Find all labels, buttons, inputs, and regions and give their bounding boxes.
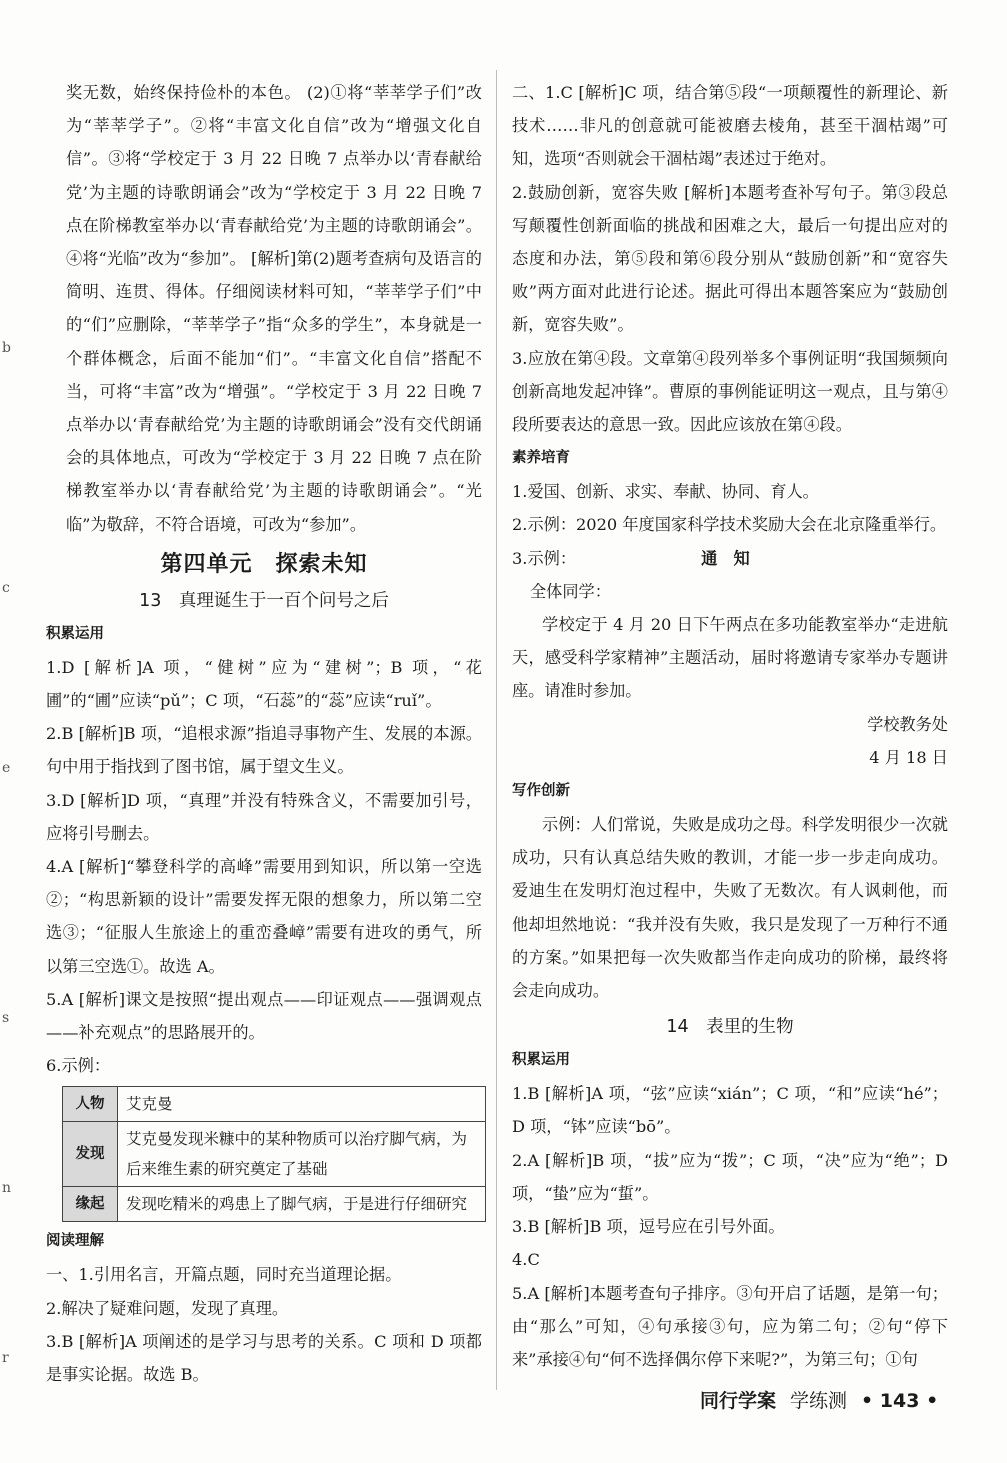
answer-item: 3.B [解析]B 项，逗号应在引号外面。: [512, 1217, 785, 1237]
footer-brand: 同行学案: [700, 1390, 777, 1412]
essay-sample: 示例：人们常说，失败是成功之母。科学发明很少一次就成功，只有认真总结失败的教训，才能一步一步走向成功。爱迪生在发明灯泡过程中，失败了无数次。有人讽刺他，而他却坦然地说：“我并没有失败，我只是发现了一万种行不通的方案。”如果把每一次失败都当作走向成功的阶梯，最终将会走向成功。: [512, 815, 948, 1001]
table-key: 发现: [63, 1122, 118, 1187]
binding-gutter: [2, 60, 16, 1400]
table-key: 人物: [63, 1087, 118, 1122]
gutter-char: s: [2, 1010, 10, 1026]
answer-item: 5.A [解析]本题考查句子排序。③句开启了话题，是第一句；由“那么”可知，④句承接③句，应为第二句；②句“停下来”承接④句“何不选择偶尔停下来呢?”，为第三句；①句: [512, 1283, 948, 1369]
gutter-char: c: [2, 580, 10, 596]
answer-item: 2.解决了疑难问题，发现了真理。: [46, 1298, 289, 1318]
table-key: 缘起: [63, 1187, 118, 1222]
answer-item: 2.B [解析]B 项，“追根求源”指追寻事物产生、发展的本源。句中用于指找到了图书馆，属于望文生义。: [46, 724, 482, 777]
notice-body: 学校定于 4 月 20 日下午两点在多功能教室举办“走进航天，感受科学家精神”主题活动，届时将邀请专家举办专题讲座。请准时参加。: [512, 615, 948, 701]
notice-heading-line: [512, 542, 948, 575]
section-label: 写作创新: [512, 783, 570, 800]
unit-title: 第四单元 探索未知: [160, 551, 368, 577]
answer-item: 3.D [解析]D 项，“真理”并没有特殊含义，不需要加引号，应将引号删去。: [46, 790, 482, 843]
table-row: [63, 1187, 486, 1222]
section-label: 积累运用: [46, 625, 104, 642]
gutter-char: b: [2, 340, 11, 356]
lesson-title: 14 表里的生物: [666, 1017, 794, 1038]
answer-item: 1.B [解析]A 项，“弦”应读“xián”；C 项，“和”应读“hé”；D 项，“钵”应读“bō”。: [512, 1084, 948, 1137]
answer-item: 2.鼓励创新，宽容失败 [解析]本题考查补写句子。第③段总写颠覆性创新面临的挑战和困难之大，最后一句提出应对的态度和办法，第⑤段和第⑥段分别从“鼓励创新”和“宽容失败”两方面对此进行论述。据此可得出本题答案应为“鼓励创新，宽容失败”。: [512, 182, 948, 335]
answer-item: 一、1.引用名言，开篇点题，同时充当道理论据。: [46, 1265, 402, 1285]
section-label: 积累运用: [512, 1052, 570, 1069]
table-value: 艾克曼发现米糠中的某种物质可以治疗脚气病，为后来维生素的研究奠定了基础: [118, 1122, 486, 1187]
answer-table: [62, 1086, 486, 1222]
section-label: 素养培育: [512, 450, 570, 467]
lesson-title: 13 真理诞生于一百个问号之后: [139, 590, 389, 611]
notice-prefix: 3.示例：: [512, 548, 577, 568]
answer-item: 1.D [解析]A 项，“健树”应为“建树”；B 项，“花圃”的“圃”应读“pǔ”；C 项，“石蕊”的“蕊”应读“ruǐ”。: [46, 657, 482, 711]
notice-date: 4 月 18 日: [869, 747, 948, 767]
table-value: 发现吃精米的鸡患上了脚气病，于是进行仔细研究: [118, 1187, 486, 1222]
answer-item: 3.应放在第④段。文章第④段列举多个事例证明“我国频频向创新高地发起冲锋”。曹原的事例能证明这一观点，且与第④段所要表达的意思一致。因此应该放在第④段。: [512, 348, 948, 435]
left-column: [46, 76, 482, 1391]
answer-item: 3.B [解析]A 项阐述的是学习与思考的关系。C 项和 D 项都是事实论据。故选 B。: [46, 1331, 482, 1385]
right-column: [512, 76, 948, 1376]
table-value: 艾克曼: [118, 1087, 486, 1122]
footer-series: 学练测: [790, 1390, 848, 1412]
answer-item: 4.C: [512, 1250, 540, 1270]
notice-sign: 学校教务处: [867, 714, 948, 734]
column-divider: [496, 70, 497, 1390]
page-footer: [700, 1386, 938, 1413]
answer-item: 1.爱国、创新、求实、奉献、协同、育人。: [512, 482, 819, 502]
notice-title: 通 知: [701, 548, 750, 568]
page-number: • 143 •: [861, 1390, 939, 1412]
table-row: [63, 1087, 486, 1122]
answer-item: 二、1.C [解析]C 项，结合第⑤段“一项颠覆性的新理论、新技术……非凡的创意就可能被磨去棱角，甚至干涸枯竭”可知，选项“否则就会干涸枯竭”表述过于绝对。: [512, 83, 948, 169]
gutter-char: n: [2, 1180, 12, 1196]
gutter-char: r: [2, 1350, 9, 1366]
notice-greeting: 全体同学：: [530, 581, 611, 601]
gutter-char: e: [2, 760, 11, 776]
answer-paragraph: 奖无数，始终保持俭朴的本色。 (2)①将“莘莘学子们”改为“莘莘学子”。②将“丰富文化自信”改为“增强文化自信”。③将“学校定于 3 月 22 日晚 7 点举办以‘青春献给党’为主题的诗歌朗诵会”改为“学校定于 3 月 22 日晚 7 点在阶梯教室举办以‘青春献给党’为主题的诗歌朗诵会”。④将“光临”改为“参加”。 [解析]第(2)题考查病句及语言的简明、连贯、得体。仔细阅读材料可知，“莘莘学子们”中的“们”应删除，“莘莘学子”指“众多的学生”，本身就是一个群体概念，后面不能加“们”。“丰富文化自信”搭配不当，可将“丰富”改为“增强”。“学校定于 3 月 22 日晚 7 点举办以‘青春献给党’为主题的诗歌朗诵会”没有交代朗诵会的具体地点，可改为“学校定于 3 月 22 日晚 7 点在阶梯教室举办以‘青春献给党’为主题的诗歌朗诵会”。“光临”为敬辞，不符合语境，可改为“参加”。: [66, 83, 482, 534]
table-row: [63, 1122, 486, 1187]
answer-item: 4.A [解析]“攀登科学的高峰”需要用到知识，所以第一空选②；“构思新颖的设计”需要发挥无限的想象力，所以第二空选③；“征服人生旅途上的重峦叠嶂”需要有进攻的勇气，所以第三空选①。故选 A。: [46, 857, 482, 976]
answer-item: 5.A [解析]课文是按照“提出观点——印证观点——强调观点——补充观点”的思路展开的。: [46, 989, 482, 1043]
answer-item: 6.示例：: [46, 1056, 111, 1076]
section-label: 阅读理解: [46, 1233, 104, 1250]
answer-item: 2.A [解析]B 项，“拔”应为“拨”；C 项，“决”应为“绝”；D 项，“蛰”应为“蜇”。: [512, 1150, 948, 1203]
answer-item: 2.示例：2020 年度国家科学技术奖励大会在北京隆重举行。: [512, 515, 947, 535]
